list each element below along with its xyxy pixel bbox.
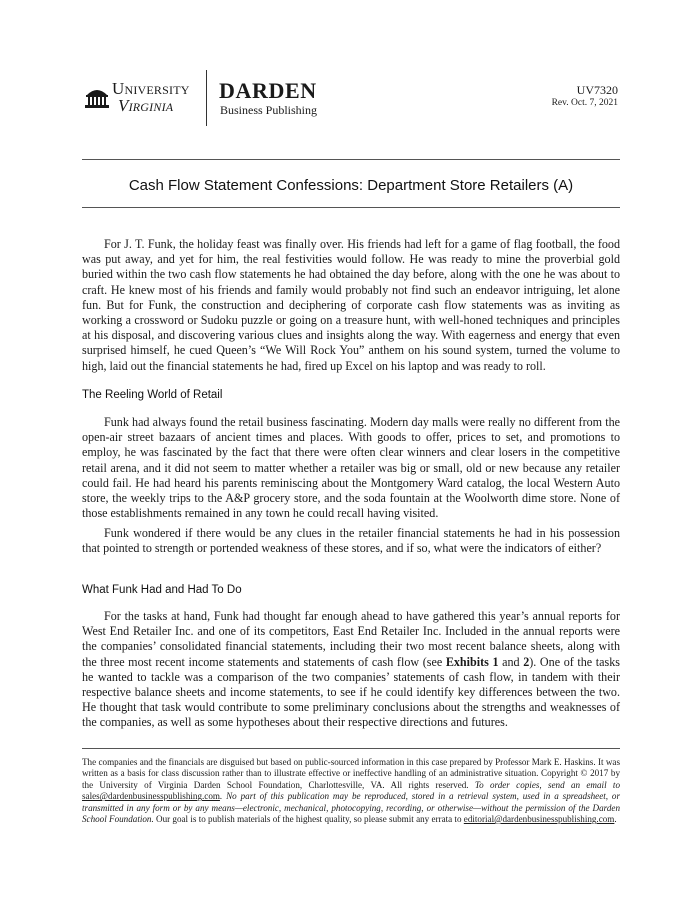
title-bottom-rule xyxy=(82,207,620,208)
wordmark-virginia: Virginia xyxy=(118,96,174,115)
darden-publishing-subtitle: Business Publishing xyxy=(220,103,318,117)
darden-wordmark: DARDEN xyxy=(219,78,317,103)
footnote: The companies and the financials are disguised but based on public-sourced information in this case prepared by Professor Mark E. Haskins. It was written as a basis for class discussion rather than to illustrate effective or ineffective handling of an administrative situation. Copyright © 2017 by the University of Virginia Darden School Foundation, Charlottesville, VA. All rights reserved. To order copies, send an email to sales@dardenbusinesspublishing.com. No part of this publication may be reproduced, stored in a retrieval system, used in a spreadsheet, or transmitted in any form or by any means—electronic, mechanical, photocopying, recording, or otherwise—without the permission of the Darden School Foundation. Our goal is to publish materials of the highest quality, so please submit any errata to editorial@dardenbusinesspublishing.com. xyxy=(82,757,620,825)
retail-paragraph-1: Funk had always found the retail business fascinating. Modern day malls were really no different from the open-air street bazaars of ancient times and places. With goods to offer, prices to set, and promotions to employ, he was fascinated by the fact that there were often clear winners and clear losers in the competitive retail arena, and it did not seem to matter whether a retailer was big or small, old or new because any retailer could fail. He had heard his parents reminiscing about the Montgomery Ward catalog, the local Western Auto store, the weekly trips to the A&P grocery store, and the soda fountain at the Woolworth dime store. None of those establishments remained in any town he could recall having visited. xyxy=(82,415,620,521)
intro-paragraph: For J. T. Funk, the holiday feast was finally over. His friends had left for a game of flag football, the food was put away, and yet for him, the real festivities would follow. He was ready to mine the proverbial gold buried within the two cash flow statements he had obtained the day before, along with the one he was about to craft. He knew most of his friends and family would probably not find such an endeavor intriguing, let alone fun. But for Funk, the construction and deciphering of corporate cash flow statements was as inviting as working a crossword or Sudoku puzzle or going on a treasure hunt, with well-honed techniques and principles at his disposal, and discovering various clues and insights along the way. With eagerness and energy that even surprised himself, he cued Queen’s “We Will Rock You” anthem on his sound system, turned the volume to high, laid out the financial statements he had, fired up Excel on his laptop and was ready to roll. xyxy=(82,237,620,373)
section-heading-funk: What Funk Had and Had To Do xyxy=(82,584,242,596)
footnote-rule xyxy=(82,748,620,749)
retail-paragraph-2: Funk wondered if there would be any clues in the retailer financial statements he had in his possession that pointed to strength or portended weakness of these stores, and if so, what were the indicators of either? xyxy=(82,526,620,556)
wordmark-university: University xyxy=(112,79,190,98)
case-number: UV7320 xyxy=(576,83,618,97)
editorial-email-link[interactable]: editorial@dardenbusinesspublishing.com xyxy=(463,814,615,825)
title-top-rule xyxy=(82,159,620,160)
funk-paragraph-1: For the tasks at hand, Funk had thought far enough ahead to have gathered this year’s annual reports for West End Retailer Inc. and one of its competitors, East End Retailer Inc. Included in the annual reports were the companies’ consolidated financial statements, including their two most recent balance sheets, along with the three most recent income statements and statements of cash flow (see Exhibits 1 and 2). One of the tasks he wanted to tackle was a comparison of the two companies’ statements of cash flow, in tandem with their respective balance sheets and income statements, to see if he could identify key differences between the two. He thought that task would contribute to some preliminary conclusions about the strengths and weaknesses of the companies, as well as some hypotheses about their respective directions and futures. xyxy=(82,609,620,730)
document-title: Cash Flow Statement Confessions: Department Store Retailers (A) xyxy=(128,177,574,194)
rotunda-logo-icon xyxy=(84,86,110,108)
section-heading-retail: The Reeling World of Retail xyxy=(82,389,223,401)
revision-date: Rev. Oct. 7, 2021 xyxy=(551,98,618,108)
exhibit-1-ref: Exhibits 1 xyxy=(445,654,499,669)
logo-divider xyxy=(206,70,207,126)
exhibit-2-ref: 2 xyxy=(523,654,530,669)
university-of-virginia-wordmark xyxy=(112,80,190,114)
sales-email-link[interactable]: sales@dardenbusinesspublishing.com xyxy=(82,791,220,802)
